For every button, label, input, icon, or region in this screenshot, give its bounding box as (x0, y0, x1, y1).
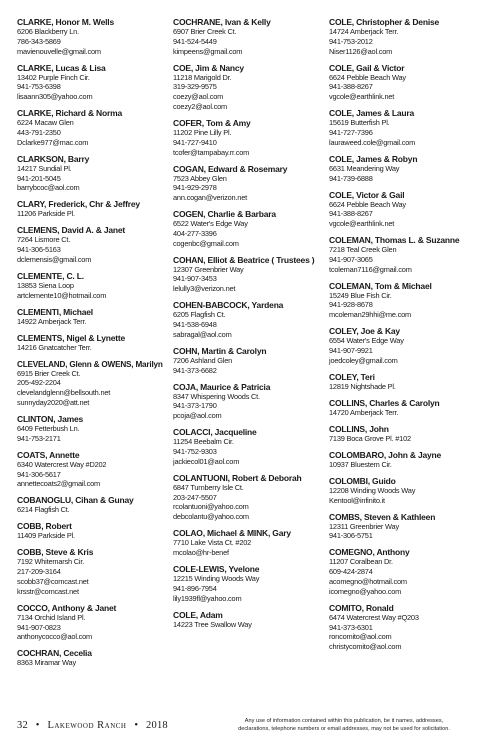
phone-number: 941-306-5617 (17, 469, 61, 479)
phone-number: 941-929-2978 (173, 183, 217, 193)
email-address: dclemensis@gmail.com (17, 254, 92, 264)
resident-name: COLE, James & Laura (329, 108, 415, 119)
email-address: icomegno@yahoo.com (329, 586, 402, 596)
resident-name: COLOMBARO, John & Jayne (329, 449, 442, 460)
directory-entry (173, 610, 319, 630)
email-address: christycomito@aol.com (329, 642, 402, 652)
bullet-separator: • (134, 720, 139, 731)
email-address: rcolantuoni@yahoo.com (173, 502, 249, 512)
street-address: 8363 Miramar Way (17, 658, 76, 668)
street-address: 14724 Amberjack Terr. (329, 27, 399, 36)
email-address: ann.cogan@verizon.net (173, 193, 247, 203)
directory-entry (329, 398, 475, 418)
phone-number: 609-424-2874 (329, 567, 373, 577)
directory-entry (17, 547, 163, 596)
resident-name: CLEMENS, David A. & Janet (17, 225, 126, 236)
phone-number: 941-752-9303 (173, 447, 217, 456)
directory-entry (17, 63, 163, 102)
directory-entry (17, 495, 163, 515)
directory-entry (329, 154, 475, 184)
resident-name: COLACCI, Jacqueline (173, 427, 257, 438)
email-address: Kentool@infinito.it (329, 495, 385, 505)
directory-entry (17, 648, 163, 668)
street-address: 11409 Parkside Pl. (17, 531, 75, 541)
email-address: scobb37@comcast.net (17, 576, 89, 586)
disclaimer (220, 716, 468, 733)
resident-name: COFER, Tom & Amy (173, 117, 251, 128)
bullet-separator: • (35, 720, 40, 731)
email-address: Dclarke977@mac.com (17, 137, 89, 147)
resident-name: COLEY, Teri (329, 371, 375, 382)
phone-number: 941-928-8678 (329, 300, 373, 310)
email-address: cogenbc@gmail.com (173, 238, 239, 248)
resident-name: CLARKE, Honor M. Wells (17, 17, 114, 27)
email-address: mavienouvelle@gmail.com (17, 46, 101, 56)
phone-number: 941-373-1790 (173, 401, 217, 411)
street-address: 7134 Orchid Island Pl. (17, 612, 86, 622)
resident-name: COBANOGLU, Cihan & Gunay (17, 495, 134, 506)
email-address: annettecoats2@gmail.com (17, 479, 101, 489)
phone-number: 941-896-7954 (173, 583, 217, 593)
directory-entry (173, 118, 319, 157)
resident-name: COBB, Steve & Kris (17, 547, 94, 558)
resident-name: COMEGNO, Anthony (329, 547, 410, 558)
street-address: 7192 Whitemarsh Cir. (17, 557, 85, 567)
email-address: tcoleman7116@gmail.com (329, 264, 412, 274)
email-address: clevelandglenn@bellsouth.net (17, 388, 111, 398)
publication-year: 2018 (146, 720, 168, 731)
street-address: 6214 Flagfish Ct. (17, 505, 70, 515)
street-address: 6624 Pebble Beach Way (329, 199, 406, 209)
resident-name: COLLINS, Charles & Carolyn (329, 397, 440, 408)
phone-number: 941-388-8267 (329, 209, 373, 219)
resident-name: COCHRANE, Ivan & Kelly (173, 17, 271, 27)
directory-entry (17, 108, 163, 147)
directory-entry (173, 427, 319, 466)
email-address: coezy@aol.com (173, 92, 224, 102)
resident-name: COLE, Gail & Victor (329, 62, 405, 73)
street-address: 6847 Turnberry Isle Ct. (173, 482, 244, 492)
phone-number: 319-329-9575 (173, 82, 217, 92)
phone-number: 941-306-5163 (17, 245, 61, 255)
street-address: 7264 Lismore Ct. (17, 235, 71, 245)
resident-name: COATS, Annette (17, 449, 80, 460)
email-address: debcolantu@yahoo.com (173, 512, 249, 522)
directory-entry (17, 199, 163, 219)
street-address: 11218 Marigold Dr. (173, 72, 232, 82)
street-address: 12819 Nightshade Pl. (329, 381, 396, 391)
phone-number: 941-373-6301 (329, 622, 373, 632)
directory-entry (329, 326, 475, 365)
directory-column (173, 17, 319, 717)
phone-number: 941-753-2171 (17, 433, 61, 443)
street-address: 6554 Water's Edge Way (329, 336, 404, 346)
phone-number: 941-753-6398 (17, 82, 61, 92)
street-address: 6624 Pebble Beach Way (329, 72, 406, 82)
directory-entry (17, 225, 163, 264)
publication-name: Lakewood Ranch (47, 720, 127, 731)
street-address: 14223 Tree Swallow Way (173, 619, 252, 629)
phone-number: 941-524-5449 (173, 36, 217, 46)
directory-entry (329, 547, 475, 596)
resident-name: CLARKSON, Barry (17, 153, 90, 164)
directory-entry (173, 255, 319, 294)
resident-name: COLANTUONI, Robert & Deborah (173, 472, 302, 483)
resident-name: COE, Jim & Nancy (173, 62, 244, 73)
resident-name: COLLINS, John (329, 423, 389, 434)
resident-name: COLEMAN, Thomas L. & Suzanne (329, 235, 460, 246)
street-address: 6340 Watercrest Way #D202 (17, 459, 107, 469)
street-address: 11207 Coralbean Dr. (329, 557, 393, 567)
email-address: lisaann305@yahoo.com (17, 92, 93, 102)
resident-name: COLEY, Joe & Kay (329, 326, 400, 337)
resident-name: COHN, Martin & Carolyn (173, 345, 267, 356)
directory-entry (329, 63, 475, 102)
directory-entry (173, 300, 319, 339)
phone-number: 941-373-6682 (173, 365, 217, 375)
resident-name: CLEMENTE, C. L. (17, 270, 84, 281)
street-address: 6631 Meandering Way (329, 163, 400, 173)
email-address: joedcoley@gmail.com (329, 355, 398, 365)
street-address: 6409 Fetterbush Ln. (17, 424, 80, 433)
phone-number: 443-791-2350 (17, 127, 61, 137)
street-address: 7710 Lake Vista Ct. #202 (173, 538, 252, 548)
email-address: mcoleman29hhi@me.com (329, 310, 411, 320)
resident-name: COMITO, Ronald (329, 602, 394, 613)
resident-name: COLE-LEWIS, Yvelone (173, 563, 260, 574)
directory-entry (17, 521, 163, 541)
street-address: 11206 Parkside Pl. (17, 209, 75, 219)
resident-name: CLINTON, James (17, 414, 84, 424)
street-address: 15249 Blue Fish Cir. (329, 290, 392, 300)
directory-entry (17, 307, 163, 327)
resident-name: COLE, James & Robyn (329, 153, 418, 164)
resident-name: COLE, Victor & Gail (329, 189, 405, 200)
resident-name: COMBS, Steven & Kathleen (329, 511, 436, 522)
street-address: 6474 Watercrest Way #Q203 (329, 612, 419, 622)
directory-entry (17, 603, 163, 642)
phone-number: 941-201-5045 (17, 173, 61, 183)
resident-name: COLAO, Michael & MINK, Gary (173, 528, 291, 539)
email-address: tcofer@tampabay.rr.com (173, 147, 250, 157)
directory-entry (329, 108, 475, 147)
email-address: lily1939fl@yahoo.com (173, 593, 242, 603)
street-address: 6907 Brier Creek Ct. (173, 27, 237, 36)
directory-entry (173, 63, 319, 112)
phone-number: 941-907-3065 (329, 254, 373, 264)
directory-columns (17, 17, 475, 717)
disclaimer-line: Any use of information contained within this publication, be it names, addresses, (244, 718, 444, 724)
email-address: vgcole@earthlink.net (329, 92, 395, 102)
resident-name: COGAN, Edward & Rosemary (173, 163, 288, 174)
phone-number: 205-492-2204 (17, 378, 61, 388)
street-address: 8347 Whispering Woods Ct. (173, 391, 260, 401)
street-address: 7206 Ashland Glen (173, 355, 233, 365)
street-address: 12208 Winding Woods Way (329, 485, 416, 495)
email-address: pcoja@aol.com (173, 411, 222, 421)
phone-number: 941-538-6948 (173, 320, 217, 330)
email-address: roncomito@aol.com (329, 632, 392, 642)
email-address: lauraweed.cole@gmail.com (329, 137, 416, 147)
directory-entry (17, 359, 163, 408)
email-address: artclemente10@hotmail.com (17, 290, 107, 300)
phone-number: 941-753-2012 (329, 36, 373, 46)
email-address: sabragal@aol.com (173, 329, 232, 339)
phone-number: 941-907-9921 (329, 346, 373, 356)
email-address: anthonycocco@aol.com (17, 632, 92, 642)
resident-name: CLARKE, Richard & Norma (17, 108, 122, 119)
phone-number: 941-306-5751 (329, 531, 373, 541)
resident-name: CLARKE, Lucas & Lisa (17, 62, 106, 73)
street-address: 14720 Amberjack Terr. (329, 407, 399, 417)
page-number: 32 (17, 720, 28, 731)
directory-entry (173, 346, 319, 376)
street-address: 12311 Greenbrier Way (329, 521, 399, 531)
disclaimer-line: declarations, telephone numbers or email addresses, may not be used for solicitation. (238, 726, 450, 732)
resident-name: COHAN, Elliot & Beatrice ( Trustees ) (173, 254, 315, 265)
directory-column (329, 17, 475, 717)
resident-name: COJA, Maurice & Patricia (173, 381, 271, 392)
page-footer (17, 716, 468, 746)
directory-entry (173, 17, 319, 56)
directory-entry (17, 333, 163, 353)
directory-entry (17, 17, 163, 56)
email-address: sunnyday2020@att.net (17, 398, 90, 408)
directory-entry (17, 414, 163, 444)
directory-entry (17, 271, 163, 301)
street-address: 10937 Bluestem Cir. (329, 459, 392, 469)
street-address: 11254 Beebalm Cir. (173, 437, 234, 447)
street-address: 14216 Gnatcatcher Terr. (17, 342, 92, 352)
directory-entry (173, 382, 319, 421)
phone-number: 786-343-5869 (17, 36, 61, 46)
phone-number: 217-209-3164 (17, 567, 61, 577)
directory-entry (329, 190, 475, 229)
resident-name: COLOMBI, Guido (329, 475, 396, 486)
resident-name: COHEN-BABCOCK, Yardena (173, 300, 284, 311)
phone-number: 203-247-5507 (173, 492, 217, 502)
street-address: 12307 Greenbrier Way (173, 264, 244, 274)
email-address: coezy2@aol.com (173, 101, 227, 111)
street-address: 7218 Teal Creek Glen (329, 245, 397, 255)
street-address: 11202 Pine Lilly Pl. (173, 127, 232, 137)
email-address: lelully3@verizon.net (173, 284, 236, 294)
email-address: acomegno@hotmail.com (329, 576, 407, 586)
street-address: 6205 Flagfish Ct. (173, 310, 226, 320)
directory-entry (17, 154, 163, 193)
email-address: Niser1126@aol.com (329, 46, 393, 56)
email-address: vgcole@earthlink.net (329, 219, 395, 229)
email-address: krsstr@comcast.net (17, 586, 79, 596)
directory-entry (329, 372, 475, 392)
resident-name: CLEVELAND, Glenn & OWENS, Marilyn (17, 358, 163, 369)
directory-entry (173, 528, 319, 558)
directory-entry (173, 564, 319, 603)
street-address: 14217 Sundial Pl. (17, 163, 72, 173)
street-address: 15619 Butterfish Pl. (329, 118, 390, 128)
street-address: 12215 Winding Woods Way (173, 573, 260, 583)
directory-entry (329, 235, 475, 274)
directory-entry (329, 603, 475, 652)
phone-number: 941-727-9410 (173, 137, 217, 147)
street-address: 13853 Siena Loop (17, 280, 74, 290)
directory-entry (329, 17, 475, 56)
resident-name: COCCO, Anthony & Janet (17, 602, 117, 613)
folio (17, 716, 168, 733)
email-address: mcolao@hr-benef (173, 547, 229, 557)
resident-name: COLEMAN, Tom & Michael (329, 280, 432, 291)
street-address: 6206 Blackberry Ln. (17, 27, 79, 36)
directory-entry (17, 450, 163, 489)
street-address: 13402 Purple Finch Cir. (17, 72, 90, 82)
directory-entry (329, 512, 475, 542)
street-address: 14922 Amberjack Terr. (17, 316, 87, 326)
directory-entry (329, 476, 475, 506)
phone-number: 941-907-0823 (17, 622, 61, 632)
street-address: 6522 Water's Edge Way (173, 219, 248, 229)
resident-name: COBB, Robert (17, 521, 72, 532)
street-address: 7139 Boca Grove Pl. #102 (329, 433, 411, 443)
email-address: barrybcoc@aol.com (17, 183, 80, 193)
resident-name: COCHRAN, Cecelia (17, 648, 92, 659)
phone-number: 941-727-7396 (329, 127, 373, 137)
directory-entry (173, 473, 319, 522)
phone-number: 941-388-8267 (329, 82, 373, 92)
street-address: 7523 Abbey Glen (173, 173, 227, 183)
resident-name: COLE, Adam (173, 609, 223, 620)
email-address: jackiecol01@aol.com (173, 456, 240, 466)
directory-column (17, 17, 163, 717)
directory-entry (329, 281, 475, 320)
resident-name: CLARY, Frederick, Chr & Jeffrey (17, 199, 140, 210)
directory-entry (173, 209, 319, 248)
email-address: kimpeens@gmail.com (173, 46, 243, 56)
phone-number: 941-739-6888 (329, 173, 373, 183)
street-address: 6915 Brier Creek Ct. (17, 368, 81, 378)
street-address: 6224 Macaw Glen (17, 118, 74, 128)
directory-entry (329, 424, 475, 444)
resident-name: CLEMENTS, Nigel & Lynette (17, 332, 126, 343)
directory-entry (173, 164, 319, 203)
phone-number: 941-907-3453 (173, 274, 217, 284)
resident-name: CLEMENTI, Michael (17, 306, 93, 317)
resident-name: COLE, Christopher & Denise (329, 17, 440, 27)
phone-number: 404-277-3396 (173, 228, 217, 238)
directory-entry (329, 450, 475, 470)
resident-name: COGEN, Charlie & Barbara (173, 209, 276, 220)
